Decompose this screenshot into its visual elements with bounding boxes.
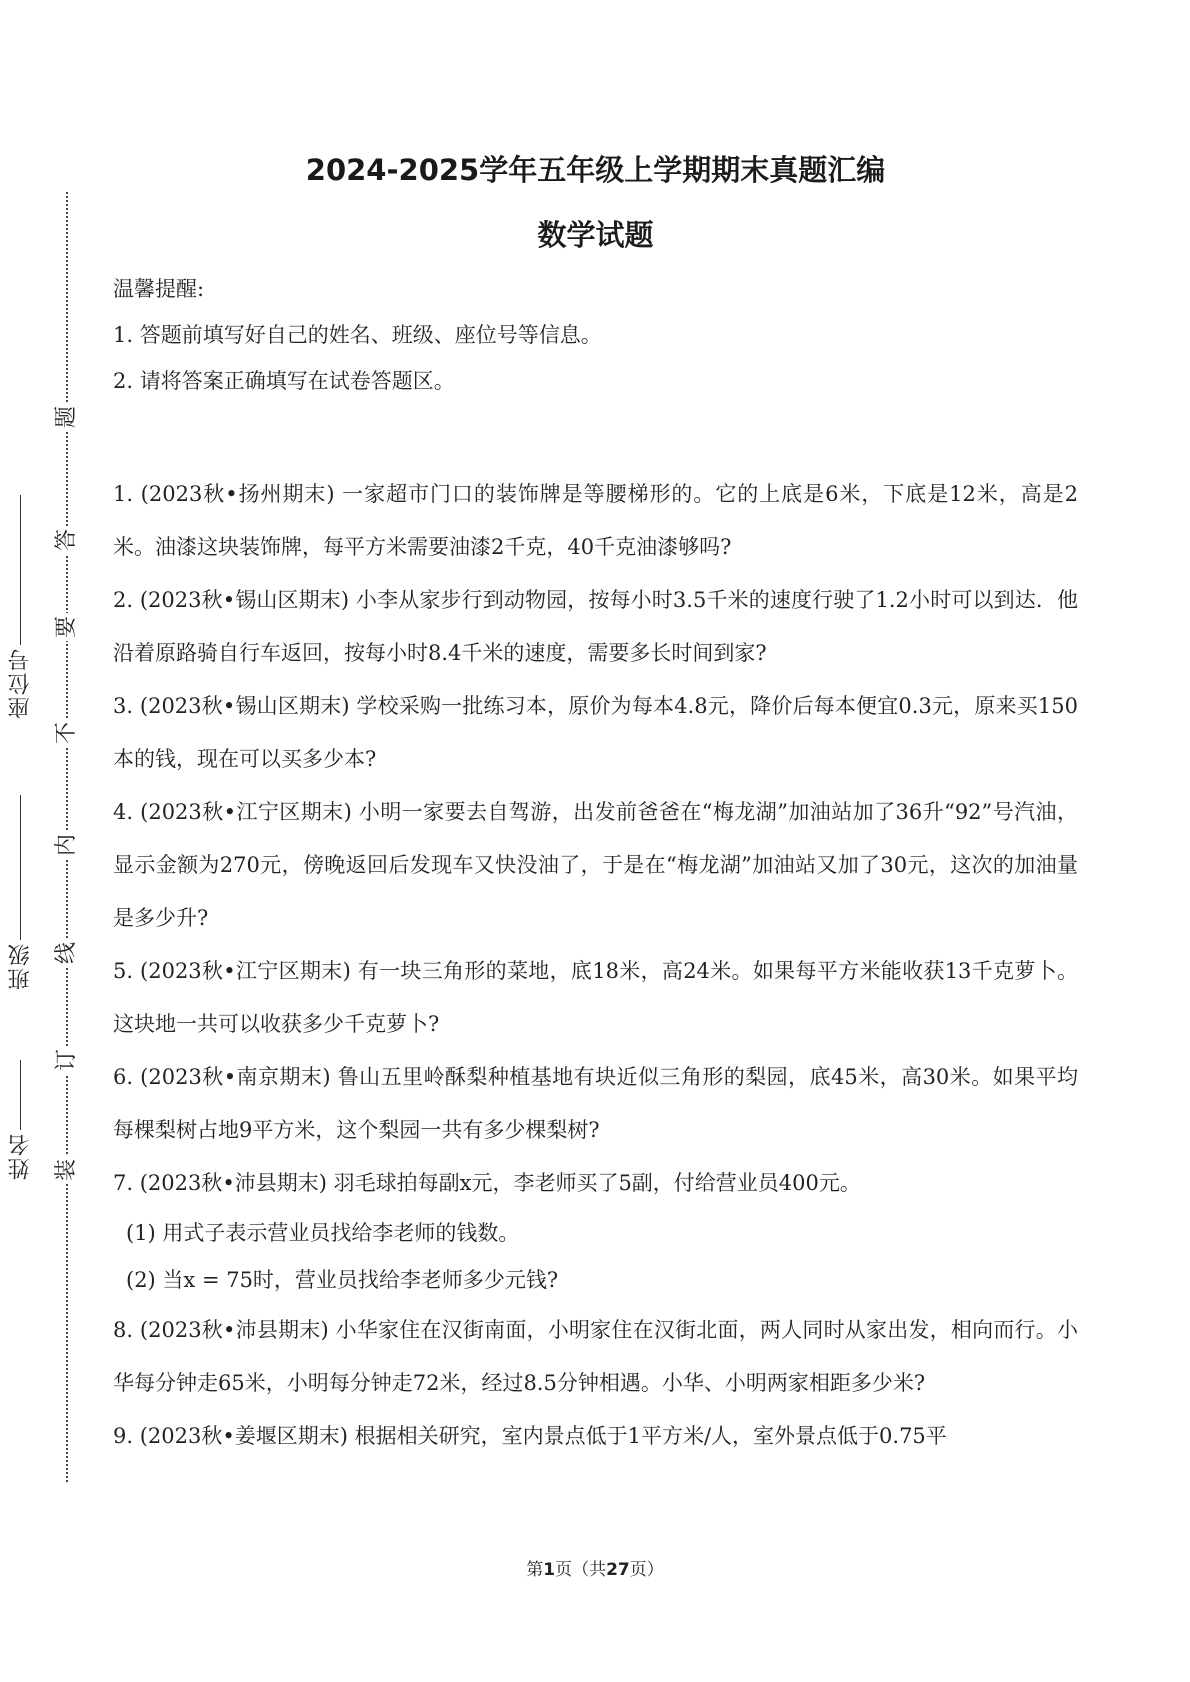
margin-char: 不 (52, 719, 82, 747)
exam-subtitle: 数学试题 (537, 218, 654, 252)
margin-char: 内 (52, 831, 82, 859)
page-footer (0, 1555, 1190, 1580)
question-list (113, 468, 1078, 1463)
binding-margin (0, 0, 95, 1682)
margin-char: 订 (52, 1046, 82, 1074)
reminder-section (113, 272, 1078, 410)
question-4: 4. (2023秋•江宁区期末) 小明一家要去自驾游，出发前爸爸在“梅龙湖”加油站加了36升“92”号汽油，显示金额为270元，傍晚返回后发现车又快没油了，于是在“梅龙湖”加油站又加了30元，这次的加油量是多少升? (113, 800, 1078, 930)
footer-page-number: 1 (543, 1560, 556, 1580)
exam-title: 2024-2025学年五年级上学期期末真题汇编 (305, 153, 886, 187)
reminder-item: 1. 答题前填写好自己的姓名、班级、座位号等信息。 (113, 323, 602, 347)
footer-suffix: 页） (629, 1560, 664, 1580)
question-3: 3. (2023秋•锡山区期末) 学校采购一批练习本，原价为每本4.8元，降价后每本便宜0.3元，原来买150本的钱，现在可以买多少本? (113, 694, 1078, 771)
class-field[interactable] (0, 795, 40, 990)
question-2: 2. (2023秋•锡山区期末) 小李从家步行到动物园，按每小时3.5千米的速度行驶了1.2小时可以到达．他沿着原路骑自行车返回，按每小时8.4千米的速度，需要多长时间到家? (113, 588, 1078, 665)
question-9: 9. (2023秋•姜堰区期末) 根据相关研究，室内景点低于1平方米/人，室外景点低于0.75平 (113, 1424, 947, 1448)
margin-char: 装 (52, 1156, 82, 1184)
question-7: 7. (2023秋•沛县期末) 羽毛球拍每副x元，李老师买了5副，付给营业员400元。 (113, 1171, 861, 1195)
margin-char: 要 (52, 613, 82, 641)
seat-field[interactable] (0, 495, 40, 719)
name-blank[interactable] (20, 1060, 21, 1130)
name-field[interactable] (0, 1060, 40, 1180)
class-label: 班级 (7, 942, 33, 990)
question-5: 5. (2023秋•江宁区期末) 有一块三角形的菜地，底18米，高24米。如果每平方米能收获13千克萝卜。这块地一共可以收获多少千克萝卜? (113, 959, 1078, 1036)
reminder-item: 2. 请将答案正确填写在试卷答题区。 (113, 369, 455, 393)
question-1: 1. (2023秋•扬州期末) 一家超市门口的装饰牌是等腰梯形的。它的上底是6米，下底是12米，高是2米。油漆这块装饰牌，每平方米需要油漆2千克，40千克油漆够吗? (113, 482, 1078, 559)
margin-char: 答 (52, 526, 82, 554)
margin-char: 线 (52, 939, 82, 967)
footer-middle: 页（共 (555, 1560, 607, 1580)
class-blank[interactable] (20, 795, 21, 940)
footer-prefix: 第 (526, 1560, 544, 1580)
reminder-heading: 温馨提醒: (113, 277, 205, 301)
seat-blank[interactable] (20, 495, 21, 645)
footer-total-pages: 27 (606, 1560, 630, 1580)
question-6: 6. (2023秋•南京期末) 鲁山五里岭酥梨种植基地有块近似三角形的梨园，底45米，高30米。如果平均每棵梨树占地9平方米，这个梨园一共有多少棵梨树? (113, 1065, 1078, 1142)
margin-char: 题 (52, 403, 82, 431)
question-8: 8. (2023秋•沛县期末) 小华家住在汉街南面，小明家住在汉街北面，两人同时从家出发，相向而行。小华每分钟走65米，小明每分钟走72米，经过8.5分钟相遇。小华、小明两家相距多少米? (113, 1318, 1078, 1395)
name-label: 姓名 (7, 1132, 33, 1180)
seat-label: 座位号 (7, 647, 33, 719)
question-7-part-2: (2) 当x = 75时，营业员找给李老师多少元钱? (126, 1268, 559, 1292)
question-7-part-1: (1) 用式子表示营业员找给李老师的钱数。 (126, 1221, 520, 1245)
